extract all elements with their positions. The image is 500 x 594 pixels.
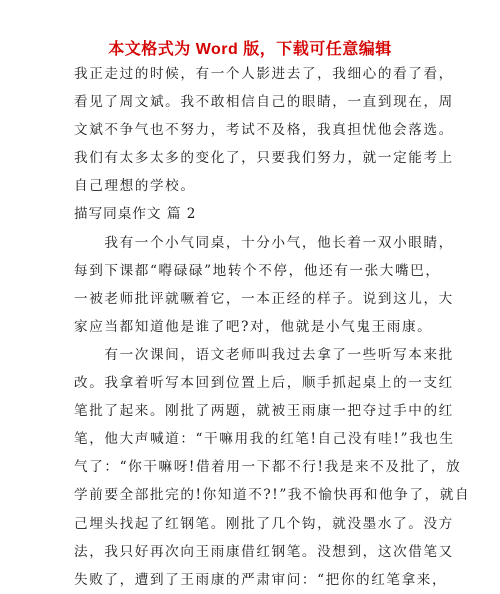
- text-line: 己埋头找起了红钢笔。刚批了几个钩，就没墨水了。没方: [74, 515, 454, 532]
- section-title: 描写同桌作文 篇 2: [74, 206, 197, 223]
- text-line: 自己理想的学校。: [74, 178, 196, 195]
- text-line: 有一次课间，语文老师叫我过去拿了一些听写本来批: [74, 346, 454, 363]
- text-line: 失败了，遭到了王雨康的严肃审问：“把你的红笔拿来，: [74, 571, 448, 588]
- text-line: 笔批了起来。刚批了两题，就被王雨康一把夺过手中的红: [74, 403, 454, 420]
- text-line: 家应当都知道他是谁了吧?对，他就是小气鬼王雨康。: [74, 318, 433, 335]
- download-banner: 本文格式为 Word 版，下载可任意编辑: [108, 41, 392, 58]
- text-line: 每到下课都“嘚碌碌”地转个不停，他还有一张大嘴巴，: [74, 262, 441, 279]
- text-line: 我有一个小气同桌，十分小气，他长着一双小眼睛，: [74, 234, 454, 251]
- text-line: 笔，他大声喊道：“干嘛用我的红笔!自己没有哇!”我也生: [74, 431, 455, 448]
- text-line: 学前要全部批完的!你知道不?!”我不愉快再和他争了，就自: [74, 487, 471, 504]
- text-line: 文斌不争气也不努力，考试不及格，我真担忧他会落选。: [74, 122, 454, 139]
- text-line: 改。我拿着听写本回到位置上后，顺手抓起桌上的一支红: [74, 375, 454, 392]
- text-line: 气了：“你干嘛呀!借着用一下都不行!我是来不及批了，放: [74, 459, 462, 476]
- text-line: 一被老师批评就噘着它，一本正经的样子。说到这儿，大: [74, 290, 454, 307]
- document-body: [74, 60, 471, 594]
- text-line: 我们有太多太多的变化了，只要我们努力，就一定能考上: [74, 150, 454, 167]
- text-line: 法，我只好再次向王雨康借红钢笔。没想到，这次借笔又: [74, 543, 454, 560]
- text-line: 我正走过的时候，有一个人影进去了，我细心的看了看，: [74, 66, 454, 82]
- text-line: 看见了周文斌。我不敢相信自己的眼睛，一直到现在，周: [74, 94, 454, 111]
